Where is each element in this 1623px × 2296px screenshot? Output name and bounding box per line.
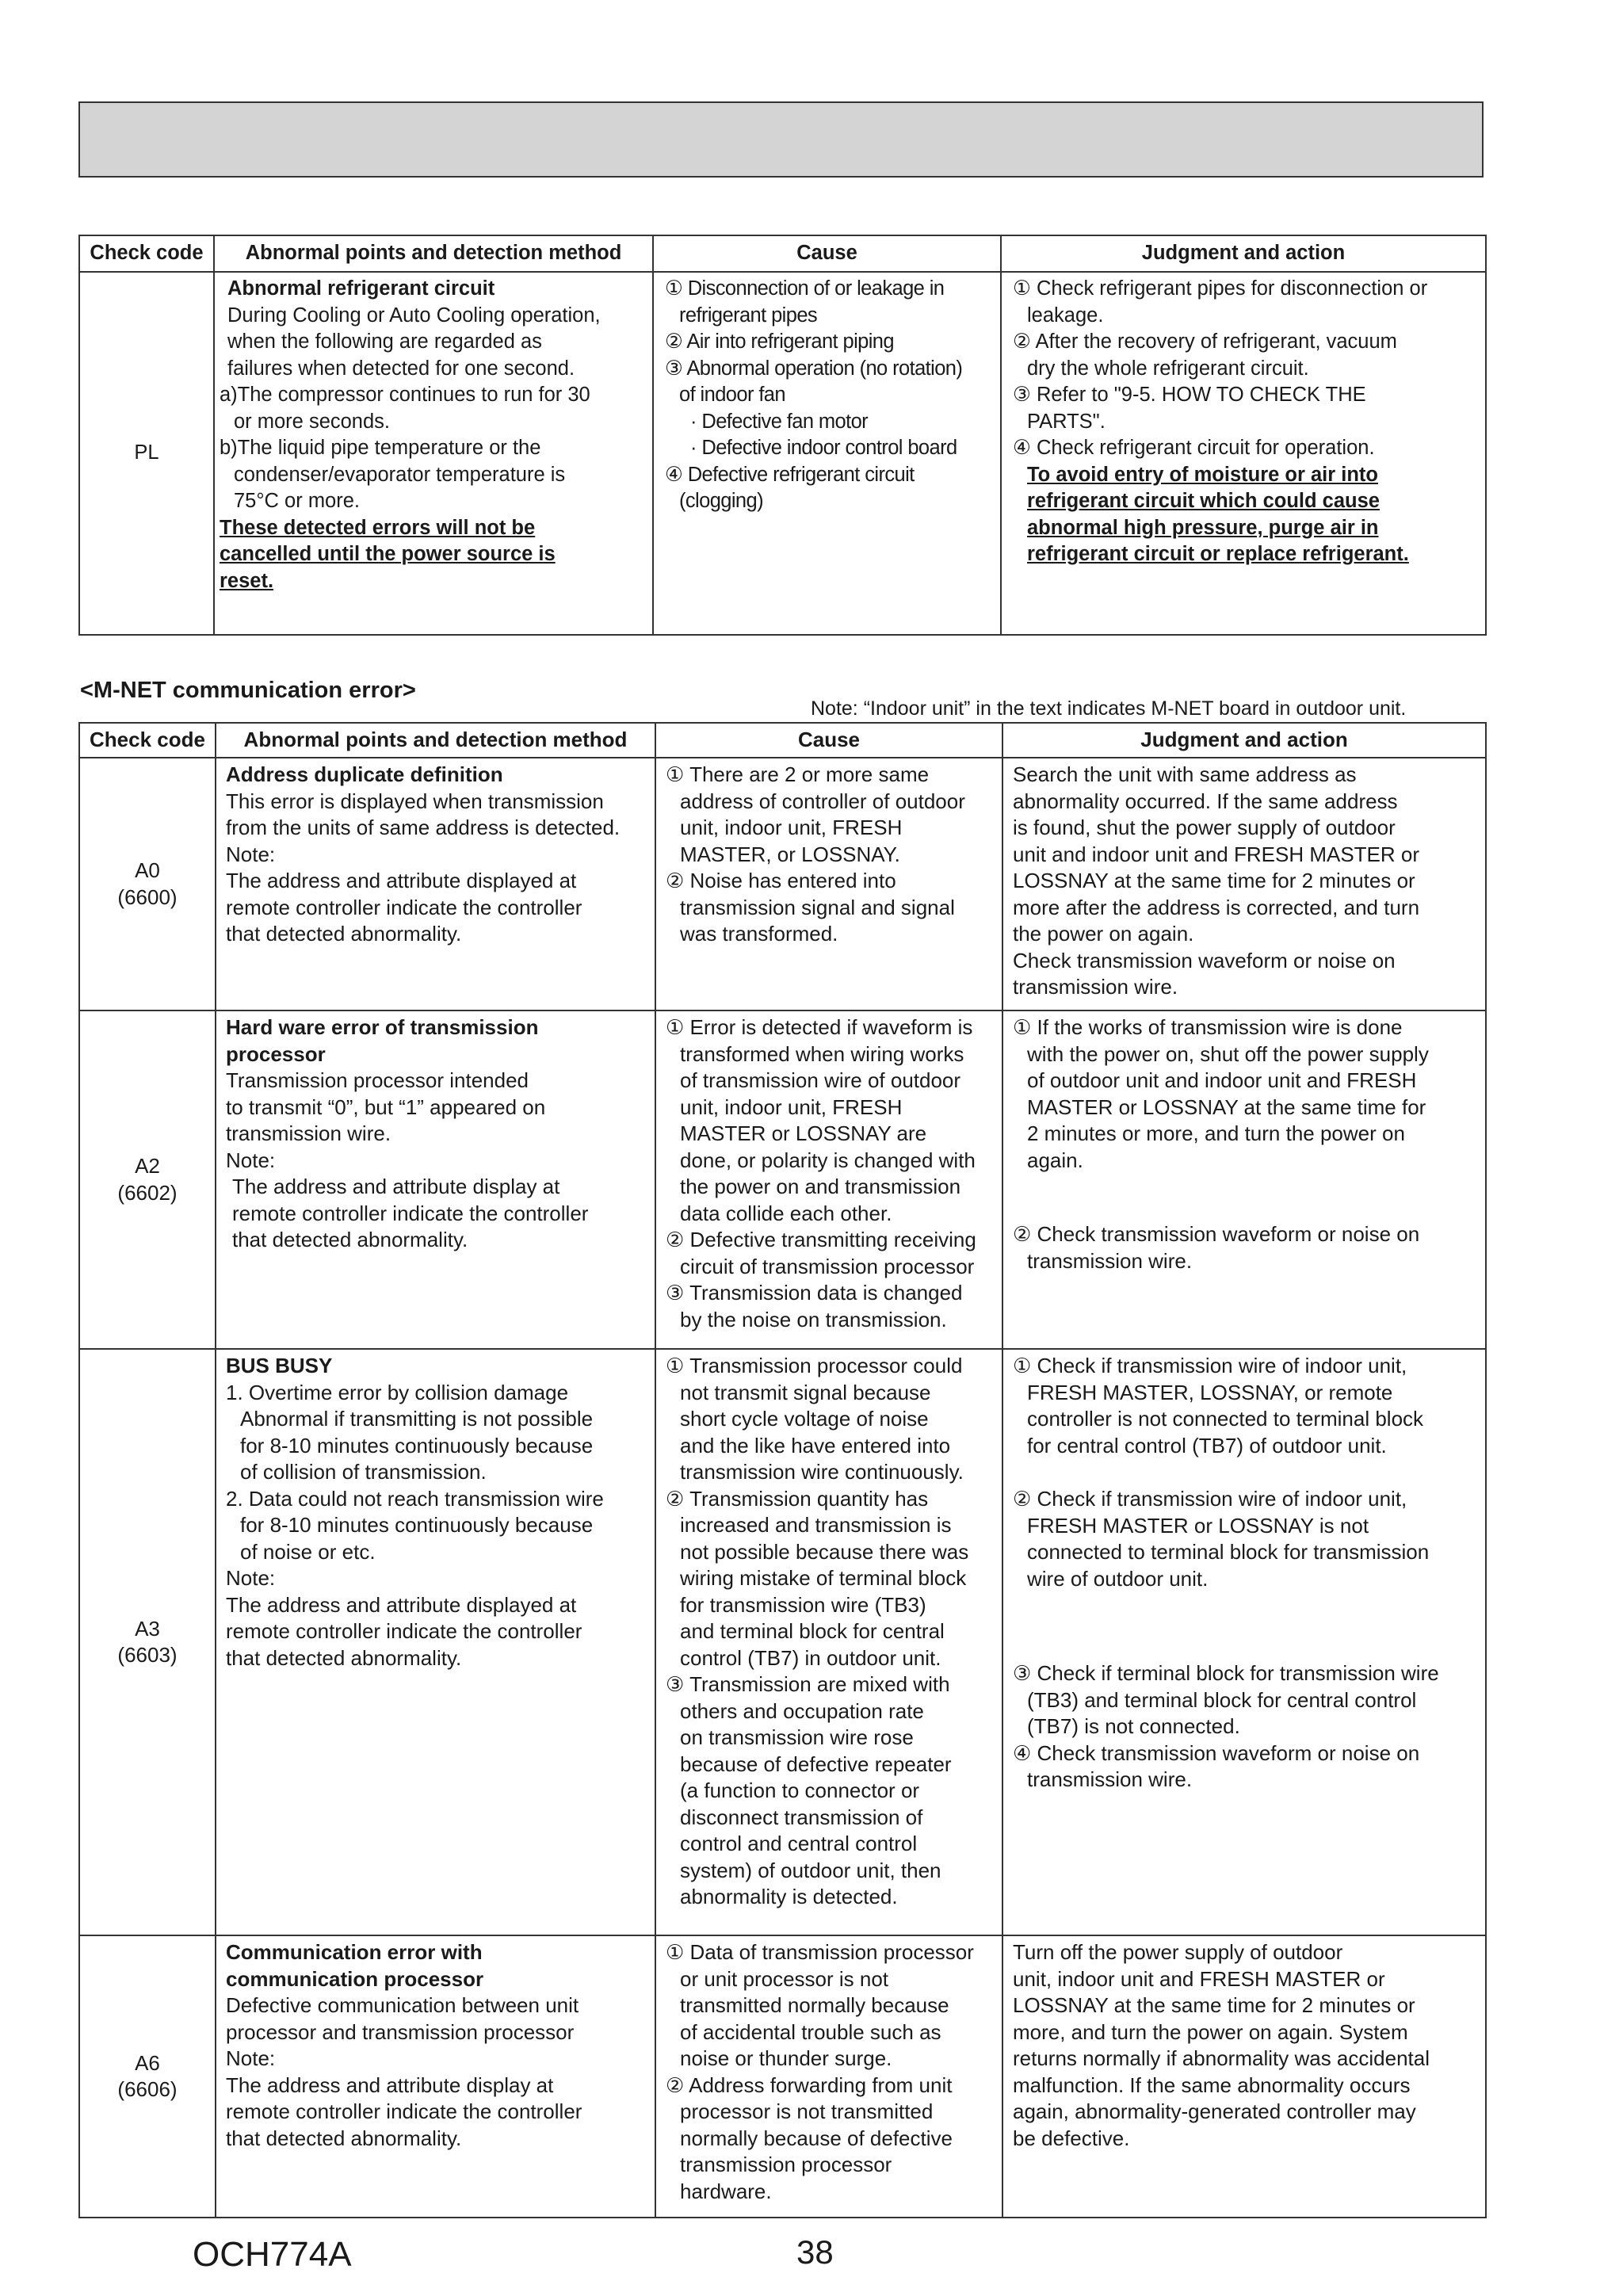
cause-cell-a2: ① Error is detected if waveform is transformed when wiring works of transmission wire of outdoor unit, indoor unit, FRESH MASTER or LOSSNAY are done, or polarity is changed with the power on and transmission data collide each other. ② Defective transmitting receiving circuit of transmission processor ③ Transmission data is changed by the noise on transmission.	[655, 1010, 1002, 1349]
table-header-row	[79, 235, 1486, 272]
check-code: PL	[79, 272, 214, 635]
header-detection: Abnormal points and detection method	[216, 723, 655, 758]
action-cell-a0: Search the unit with same address as abnormality occurred. If the same address is found, shut the power supply of outdoor unit and indoor unit and FRESH MASTER or LOSSNAY at the same time for 2 minutes or more after the address is corrected, and turn the power on again. Check transmission waveform or noise on transmission wire.	[1002, 758, 1486, 1010]
header-action: Judgment and action	[1001, 235, 1486, 272]
header-cause: Cause	[655, 723, 1002, 758]
cause-cell-a3: ① Transmission processor could not transmit signal because short cycle voltage of noise and the like have entered into transmission wire continuously. ② Transmission quantity has increased and transmission is not possible because there was wiring mistake of terminal block for transmission wire (TB3) and terminal block for central control (TB7) in outdoor unit. ③ Transmission are mixed with others and occupation rate on transmission wire rose because of defective repeater (a function to connector or disconnect transmission of control and central control system) of outdoor unit, then abnormality is detected.	[655, 1349, 1002, 1935]
footer-model-number: OCH774A	[193, 2235, 352, 2274]
note-text: Note: “Indoor unit” in the text indicates M-NET board in outdoor unit.	[811, 697, 1407, 720]
header-check-code: Check code	[79, 235, 214, 272]
check-code-a2: A2 (6602)	[79, 1010, 216, 1349]
table-row-a3	[79, 1349, 1486, 1935]
table-row-a6	[79, 1935, 1486, 2218]
table-row	[79, 272, 1486, 635]
header-check-code: Check code	[79, 723, 216, 758]
cause-cell-a6: ① Data of transmission processor or unit processor is not transmitted normally because of accidental trouble such as noise or thunder surge. ② Address forwarding from unit processor is not transmitted normally because of defective transmission processor hardware.	[655, 1935, 1002, 2218]
detection-cell-a0: Address duplicate definition This error is displayed when transmission from the units of same address is detected. Note: The address and attribute displayed at remote controller indicate the controller that detected abnormality.	[216, 758, 655, 1010]
check-code-a3: A3 (6603)	[79, 1349, 216, 1935]
check-code-a0: A0 (6600)	[79, 758, 216, 1010]
table-row-a2	[79, 1010, 1486, 1349]
spacer	[1013, 1592, 1476, 1660]
cause-cell: ① Disconnection of or leakage in refrigerant pipes ② Air into refrigerant piping ③ Abnormal operation (no rotation) of indoor fan · Defective fan motor · Defective indoor control board ④ Defective refrigerant circuit (clogging)	[653, 272, 1001, 635]
section-header-bar	[78, 101, 1484, 178]
section-title: <M-NET communication error>	[80, 678, 416, 703]
detection-cell-a6: Communication error with communication processor Defective communication between unit processor and transmission processor Note: The address and attribute display at remote controller indicate the controller that detected abnormality.	[216, 1935, 655, 2218]
action-cell-a3: ① Check if transmission wire of indoor unit, FRESH MASTER, LOSSNAY, or remote controller is not connected to terminal block for central control (TB7) of outdoor unit. ② Check if transmission wire of indoor unit, FRESH MASTER or LOSSNAY is not connected to terminal block for transmission wire of outdoor unit. ③ Check if terminal block for transmission wire (TB3) and terminal block for central control (TB7) is not connected. ④ Check transmission waveform or noise on transmission wire.	[1002, 1349, 1486, 1935]
pl-error-table	[78, 235, 1487, 636]
action-cell-a6: Turn off the power supply of outdoor unit, indoor unit and FRESH MASTER or LOSSNAY at the same time for 2 minutes or more, and turn the power on again. System returns normally if abnormality was accidental malfunction. If the same abnormality occurs again, abnormality-generated controller may be defective.	[1002, 1935, 1486, 2218]
header-detection: Abnormal points and detection method	[214, 235, 653, 272]
cause-cell-a0: ① There are 2 or more same address of controller of outdoor unit, indoor unit, FRESH MASTER, or LOSSNAY. ② Noise has entered into transmission signal and signal was transformed.	[655, 758, 1002, 1010]
detection-cell: Abnormal refrigerant circuit During Cooling or Auto Cooling operation, when the following are regarded as failures when detected for one second. a)The compressor continues to run for 30 or more seconds. b)The liquid pipe temperature or the condenser/evaporator temperature is 75°C or more. These detected errors will not be cancelled until the power source is reset.	[214, 272, 653, 635]
detection-cell-a2: Hard ware error of transmission processor Transmission processor intended to transmit “0”, but “1” appeared on transmission wire. Note: The address and attribute display at remote controller indicate the controller that detected abnormality.	[216, 1010, 655, 1349]
table-row-a0	[79, 758, 1486, 1010]
table-header-row	[79, 723, 1486, 758]
action-cell-a2: ① If the works of transmission wire is done with the power on, shut off the power supply of outdoor unit and indoor unit and FRESH MASTER or LOSSNAY at the same time for 2 minutes or more, and turn the power on again. ② Check transmission waveform or noise on transmission wire.	[1002, 1010, 1486, 1349]
action-cell: ① Check refrigerant pipes for disconnection or leakage. ② After the recovery of refrigerant, vacuum dry the whole refrigerant circuit. ③ Refer to "9-5. HOW TO CHECK THE PARTS". ④ Check refrigerant circuit for operation. To avoid entry of moisture or air into refrigerant circuit which could cause abnormal high pressure, purge air in refrigerant circuit or replace refrigerant.	[1001, 272, 1486, 635]
header-action: Judgment and action	[1002, 723, 1486, 758]
spacer	[1013, 1174, 1476, 1221]
spacer	[1013, 1459, 1476, 1486]
check-code-a6: A6 (6606)	[79, 1935, 216, 2218]
mnet-error-table	[78, 722, 1487, 2218]
footer-page-number: 38	[796, 2233, 834, 2271]
detection-cell-a3: BUS BUSY 1. Overtime error by collision damage Abnormal if transmitting is not possible for 8-10 minutes continuously because of collision of transmission. 2. Data could not reach transmission wire for 8-10 minutes continuously because of noise or etc. Note: The address and attribute displayed at remote controller indicate the controller that detected abnormality.	[216, 1349, 655, 1935]
header-cause: Cause	[653, 235, 1001, 272]
